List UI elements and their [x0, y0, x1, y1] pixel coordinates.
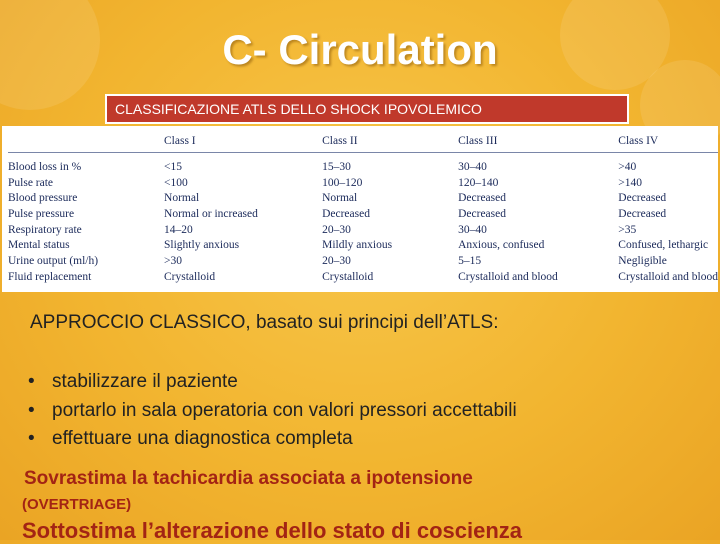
table-header-row: [8, 134, 718, 153]
atls-shock-table: [8, 134, 718, 285]
table-row: [8, 253, 718, 269]
table-cell: Slightly anxious: [164, 239, 240, 252]
approach-intro-text: APPROCCIO CLASSICO, basato sui principi dell’ATLS:: [30, 312, 499, 333]
table-cell: Normal or increased: [164, 207, 258, 220]
table-cell: Respiratory rate: [8, 223, 82, 236]
table-cell: Decreased: [458, 192, 506, 205]
table-cell: Decreased: [618, 207, 667, 220]
table-cell: 30–40: [458, 223, 487, 236]
slide-title: C- Circulation: [222, 26, 498, 73]
list-item: [28, 425, 517, 454]
table-cell: Mildly anxious: [322, 239, 393, 252]
table-cell: Fluid replacement: [8, 270, 92, 283]
table-cell: Crystalloid and blood: [618, 270, 718, 283]
table-cell: Crystalloid and blood: [458, 270, 558, 283]
bullet-icon: •: [28, 428, 35, 449]
table-row: [8, 175, 718, 191]
table-row: [8, 237, 718, 253]
table-cell: >140: [618, 176, 643, 189]
approach-steps-list: [28, 368, 517, 454]
undertriage-note: Sottostima l’alterazione dello stato di coscienza: [22, 518, 523, 543]
table-cell: Decreased: [458, 207, 506, 220]
table-cell: <15: [164, 160, 183, 173]
table-cell: Pulse rate: [8, 176, 54, 189]
table-row: [8, 190, 718, 206]
table-cell: 14–20: [164, 223, 193, 236]
table-cell: Mental status: [8, 239, 70, 252]
table-cell: Confused, lethargic: [618, 239, 709, 252]
table-cell: 100–120: [322, 176, 363, 189]
table-cell: 5–15: [458, 254, 482, 267]
table-cell: 20–30: [322, 254, 351, 267]
table-cell: >35: [618, 223, 637, 236]
table-cell: Urine output (ml/h): [8, 254, 99, 267]
table-cell: Normal: [164, 192, 200, 205]
table-cell: Crystalloid: [322, 270, 374, 283]
bullet-icon: •: [28, 399, 35, 421]
classification-table-panel: [2, 126, 718, 292]
table-row: [8, 153, 718, 175]
table-header-cell: Class I: [164, 134, 322, 153]
table-row: [8, 269, 718, 285]
table-caption: CLASSIFICAZIONE ATLS DELLO SHOCK IPOVOLEMICO: [105, 94, 629, 124]
list-item-text: effettuare una diagnostica completa: [52, 428, 353, 449]
overtriage-label: (OVERTRIAGE): [22, 496, 132, 513]
table-header-cell: Class IV: [618, 134, 718, 153]
table-row: [8, 206, 718, 222]
table-cell: <100: [164, 176, 188, 189]
overtriage-note: Sovrastima la tachicardia associata a ipotensione: [24, 468, 473, 489]
table-cell: Negligible: [618, 254, 667, 267]
table-header-cell: [8, 134, 164, 153]
table-cell: Blood pressure: [8, 192, 78, 205]
list-item-text: stabilizzare il paziente: [52, 371, 238, 392]
list-item: [28, 368, 517, 397]
table-cell: Normal: [322, 192, 358, 205]
table-header-cell: Class III: [458, 134, 618, 153]
table-cell: 15–30: [322, 160, 351, 173]
table-cell: Pulse pressure: [8, 207, 75, 220]
table-cell: 20–30: [322, 223, 351, 236]
table-cell: Decreased: [322, 207, 370, 220]
bullet-icon: •: [28, 371, 35, 392]
table-cell: Anxious, confused: [458, 239, 545, 252]
table-cell: Decreased: [618, 192, 667, 205]
table-cell: Blood loss in %: [8, 160, 82, 173]
table-row: [8, 222, 718, 238]
table-cell: >40: [618, 160, 637, 173]
table-cell: 120–140: [458, 176, 499, 189]
table-cell: 30–40: [458, 160, 487, 173]
list-item: [28, 397, 517, 426]
table-cell: Crystalloid: [164, 270, 216, 283]
list-item-text: portarlo in sala operatoria con valori pressori accettabili: [52, 399, 517, 421]
table-header-cell: Class II: [322, 134, 458, 153]
table-cell: >30: [164, 254, 183, 267]
